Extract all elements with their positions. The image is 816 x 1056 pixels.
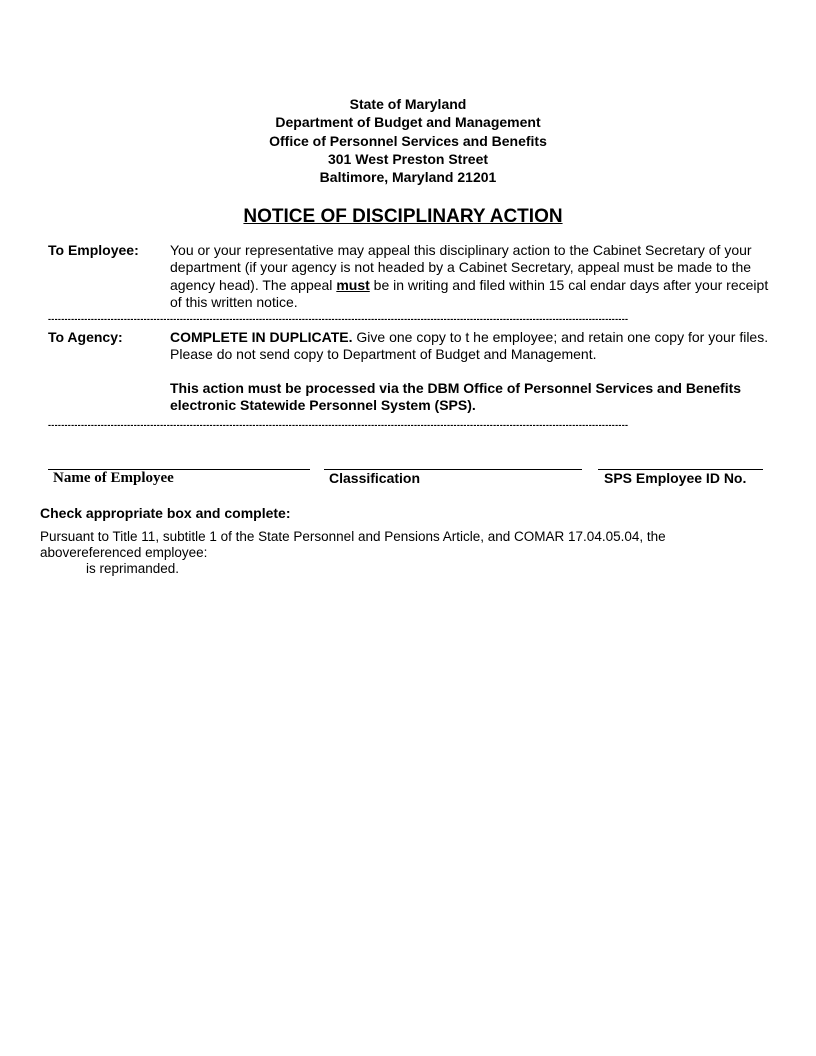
classification-label: Classification <box>329 470 421 486</box>
header-state: State of Maryland <box>349 96 467 112</box>
pursuant-statement: Pursuant to Title 11, subtitle 1 of the State Personnel and Pensions Article, and COMAR 17.04.05.04, the abovereferenced employee: <box>40 529 666 561</box>
separator-line: -------------------------------------------------------------------------------------------------------------------------------------------------------------------------------- <box>48 314 629 324</box>
check-instructions: Check appropriate box and complete: <box>40 505 291 521</box>
to-employee-text <box>170 242 780 311</box>
page-title: NOTICE OF DISCIPLINARY ACTION <box>243 206 563 227</box>
sps-employee-id-label: SPS Employee ID No. <box>604 470 747 486</box>
header-city: Baltimore, Maryland 21201 <box>319 169 497 186</box>
header-street: 301 West Preston Street <box>327 150 489 167</box>
complete-in-duplicate: COMPLETE IN DUPLICATE. <box>170 329 353 345</box>
agency-header <box>0 95 816 186</box>
to-employee-label: To Employee: <box>48 242 139 258</box>
sps-processing-note: This action must be processed via the DBM Office of Personnel Services and Benefits electronic Statewide Personnel System (SPS). <box>170 380 742 414</box>
to-agency-instructions: Give one copy to t he employee; and retain one copy for your files. Please do not send copy to Department of Budget and Management. <box>170 329 769 363</box>
separator-line-2: -------------------------------------------------------------------------------------------------------------------------------------------------------------------------------- <box>48 420 629 430</box>
to-employee-text-part2: be in writing and filed within 15 cal endar days after your receipt of this written notice. <box>170 276 769 310</box>
to-agency-label: To Agency: <box>48 329 123 345</box>
to-employee-text-part1: You or your representative may appeal this disciplinary action to the Cabinet Secretary of your department (if your agency is not headed by a Cabinet Secretary, appeal must be made to the agency head). The appeal <box>170 242 752 293</box>
header-department: Department of Budget and Management <box>275 114 541 131</box>
name-of-employee-label: Name of Employee <box>53 470 174 486</box>
must-emphasis: must <box>336 276 370 293</box>
reprimand-option[interactable]: is reprimanded. <box>86 561 180 576</box>
to-agency-text <box>170 329 780 364</box>
header-office: Office of Personnel Services and Benefits <box>269 132 547 149</box>
